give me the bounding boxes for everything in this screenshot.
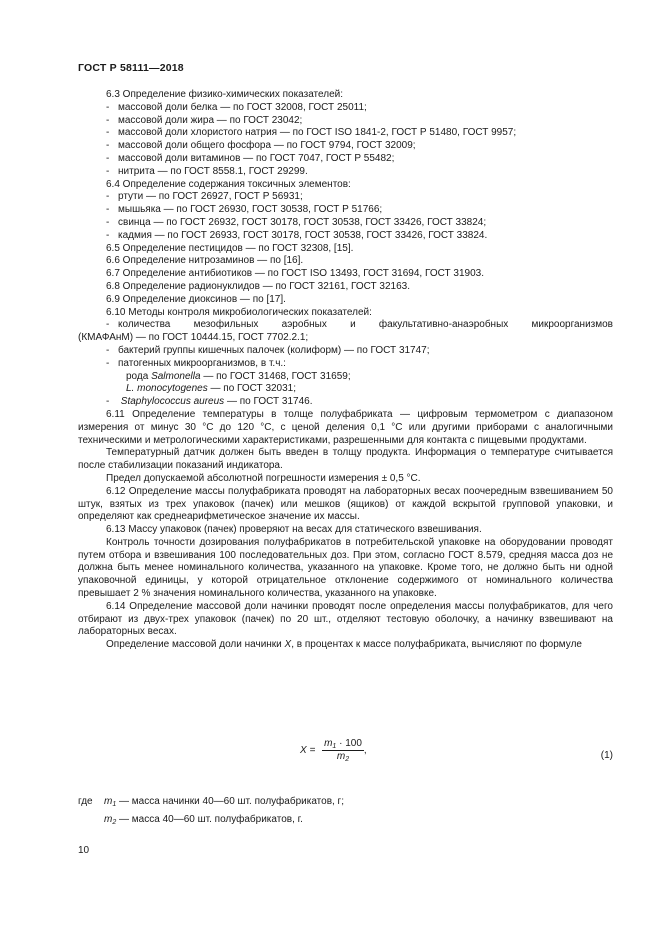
section-6-3-to-6-10 <box>78 89 613 319</box>
list-line: 6.9 Определение диоксинов — по [17]. <box>106 293 286 305</box>
paragraph: 6.14 Определение массовой доли начинки проводят после определения массы полуфабрикатов, для чего отбирают из двух-трех упаковок (пачек) по 20 шт., отделяют тестовую оболочку, а начинку взвешивают на лабораторных весах. <box>78 600 613 638</box>
list-line: - ртути — по ГОСТ 26927, ГОСТ Р 56931; <box>78 191 613 204</box>
fraction <box>322 738 364 763</box>
paragraph: Температурный датчик должен быть введен в толщу продукта. Информация о температуре считывается после стабилизации показаний индикатора. <box>78 447 613 472</box>
paragraph: 6.11 Определение температуры в толще полуфабриката — цифровым термометром с диапазоном измерения от минус 30 °С до 120 °С, с ценой деления 0,1 °С или другими приборами с аналогичными техническими и метрологическими характеристиками, разрешенными для контакта с пищевыми продуктами. <box>78 408 613 446</box>
where-m1: где $m_1$ — масса начинки 40—60 шт. полуфабрикатов, г; <box>78 796 344 808</box>
numerator: $m_1 \cdot 100$ <box>324 738 362 750</box>
definition-paragraph: Определение массовой доли начинки X, в процентах к массе полуфабриката, вычисляют по формуле <box>106 639 582 651</box>
formula-expression: X = $\frac{m_1 \cdot 100}{m_2}$ , <box>300 738 367 763</box>
list-item-kmafanm-cont: (КМАФАнМ) — по ГОСТ 10444.15, ГОСТ 7702.2.1; <box>78 332 309 344</box>
list-line: - бактерий группы кишечных палочек (колиформ) — по ГОСТ 31747; <box>78 345 613 358</box>
list-line: - массовой доли жира — по ГОСТ 23042; <box>78 115 613 128</box>
list-line: - патогенных микроорганизмов, в т.ч.: <box>78 358 613 371</box>
list-line: 6.7 Определение антибиотиков — по ГОСТ ISO 13493, ГОСТ 31694, ГОСТ 31903. <box>106 268 484 280</box>
formula-1 <box>78 738 613 778</box>
equation-number: (1) <box>600 750 613 761</box>
paragraph: Предел допускаемой абсолютной погрешности измерения ± 0,5 °С. <box>106 472 421 484</box>
list-line: - нитрита — по ГОСТ 8558.1, ГОСТ 29299. <box>78 166 613 179</box>
list-item-staphylococcus: - Staphylococcus aureus — по ГОСТ 31746. <box>78 396 613 409</box>
denominator: $m_2$ <box>336 751 350 763</box>
microbiology-list <box>78 345 613 371</box>
paragraph: 6.12 Определение массы полуфабриката проводят на лабораторных весах поочередным взвешиванием 50 штук, взятых из трех упаковок (пачек) или мешков (ящиков) от каждой вскрытой групповой упаковки, и определяют как среднеарифметическое значение их массы. <box>78 485 613 523</box>
list-item-listeria: L. monocytogenes — по ГОСТ 32031; <box>126 383 297 395</box>
list-item-kmafanm <box>78 319 613 332</box>
page-header: ГОСТ Р 58111—2018 <box>78 62 184 74</box>
paragraph: Контроль точности дозирования полуфабрикатов в потребительской упаковке на оборудовании проводят путем отбора и взвешивания 100 последовательных доз. При этом, согласно ГОСТ 8.579, средняя масса доз не должна быть менее номинального количества, указанного на упаковке. Кроме того, не должно быть ни одной упаковочной единицы, у которой отрицательное отклонение содержимого от номинального количества превышает 2 % значения номинального количества, указанного на упаковке. <box>78 536 613 600</box>
list-line: - массовой доли общего фосфора — по ГОСТ 9794, ГОСТ 32009; <box>78 140 613 153</box>
list-item-salmonella: рода Salmonella — по ГОСТ 31468, ГОСТ 31659; <box>126 370 351 382</box>
page-number: 10 <box>78 845 90 856</box>
list-line: - массовой доли белка — по ГОСТ 32008, ГОСТ 25011; <box>78 102 613 115</box>
list-line: - свинца — по ГОСТ 26932, ГОСТ 30178, ГОСТ 30538, ГОСТ 33426, ГОСТ 33824; <box>78 217 613 230</box>
list-line: 6.3 Определение физико-химических показателей: <box>106 89 344 100</box>
list-line: 6.10 Методы контроля микробиологических показателей: <box>106 306 372 318</box>
list-line: 6.8 Определение радионуклидов — по ГОСТ 32161, ГОСТ 32163. <box>106 280 411 292</box>
where-clause <box>78 793 613 829</box>
list-line: 6.5 Определение пестицидов — по ГОСТ 32308, [15]. <box>106 242 354 254</box>
list-line: 6.4 Определение содержания токсичных элементов: <box>106 178 351 190</box>
list-line: - кадмия — по ГОСТ 26933, ГОСТ 30178, ГОСТ 30538, ГОСТ 33426, ГОСТ 33824. <box>78 230 613 243</box>
list-item-text: - количества мезофильных аэробных и факультативно-анаэробных микроорганизмов <box>118 319 613 331</box>
list-line: - массовой доли хлористого натрия — по ГОСТ ISO 1841-2, ГОСТ Р 51480, ГОСТ 9957; <box>78 127 613 140</box>
document-body <box>78 89 613 652</box>
list-line: - мышьяка — по ГОСТ 26930, ГОСТ 30538, ГОСТ Р 51766; <box>78 204 613 217</box>
paragraphs <box>78 409 613 639</box>
list-line: 6.6 Определение нитрозаминов — по [16]. <box>106 255 304 267</box>
list-line: - массовой доли витаминов — по ГОСТ 7047, ГОСТ Р 55482; <box>78 153 613 166</box>
where-m2: $m_2$ — масса 40—60 шт. полуфабрикатов, г. <box>104 814 303 826</box>
paragraph: 6.13 Массу упаковок (пачек) проверяют на весах для статического взвешивания. <box>106 524 482 536</box>
